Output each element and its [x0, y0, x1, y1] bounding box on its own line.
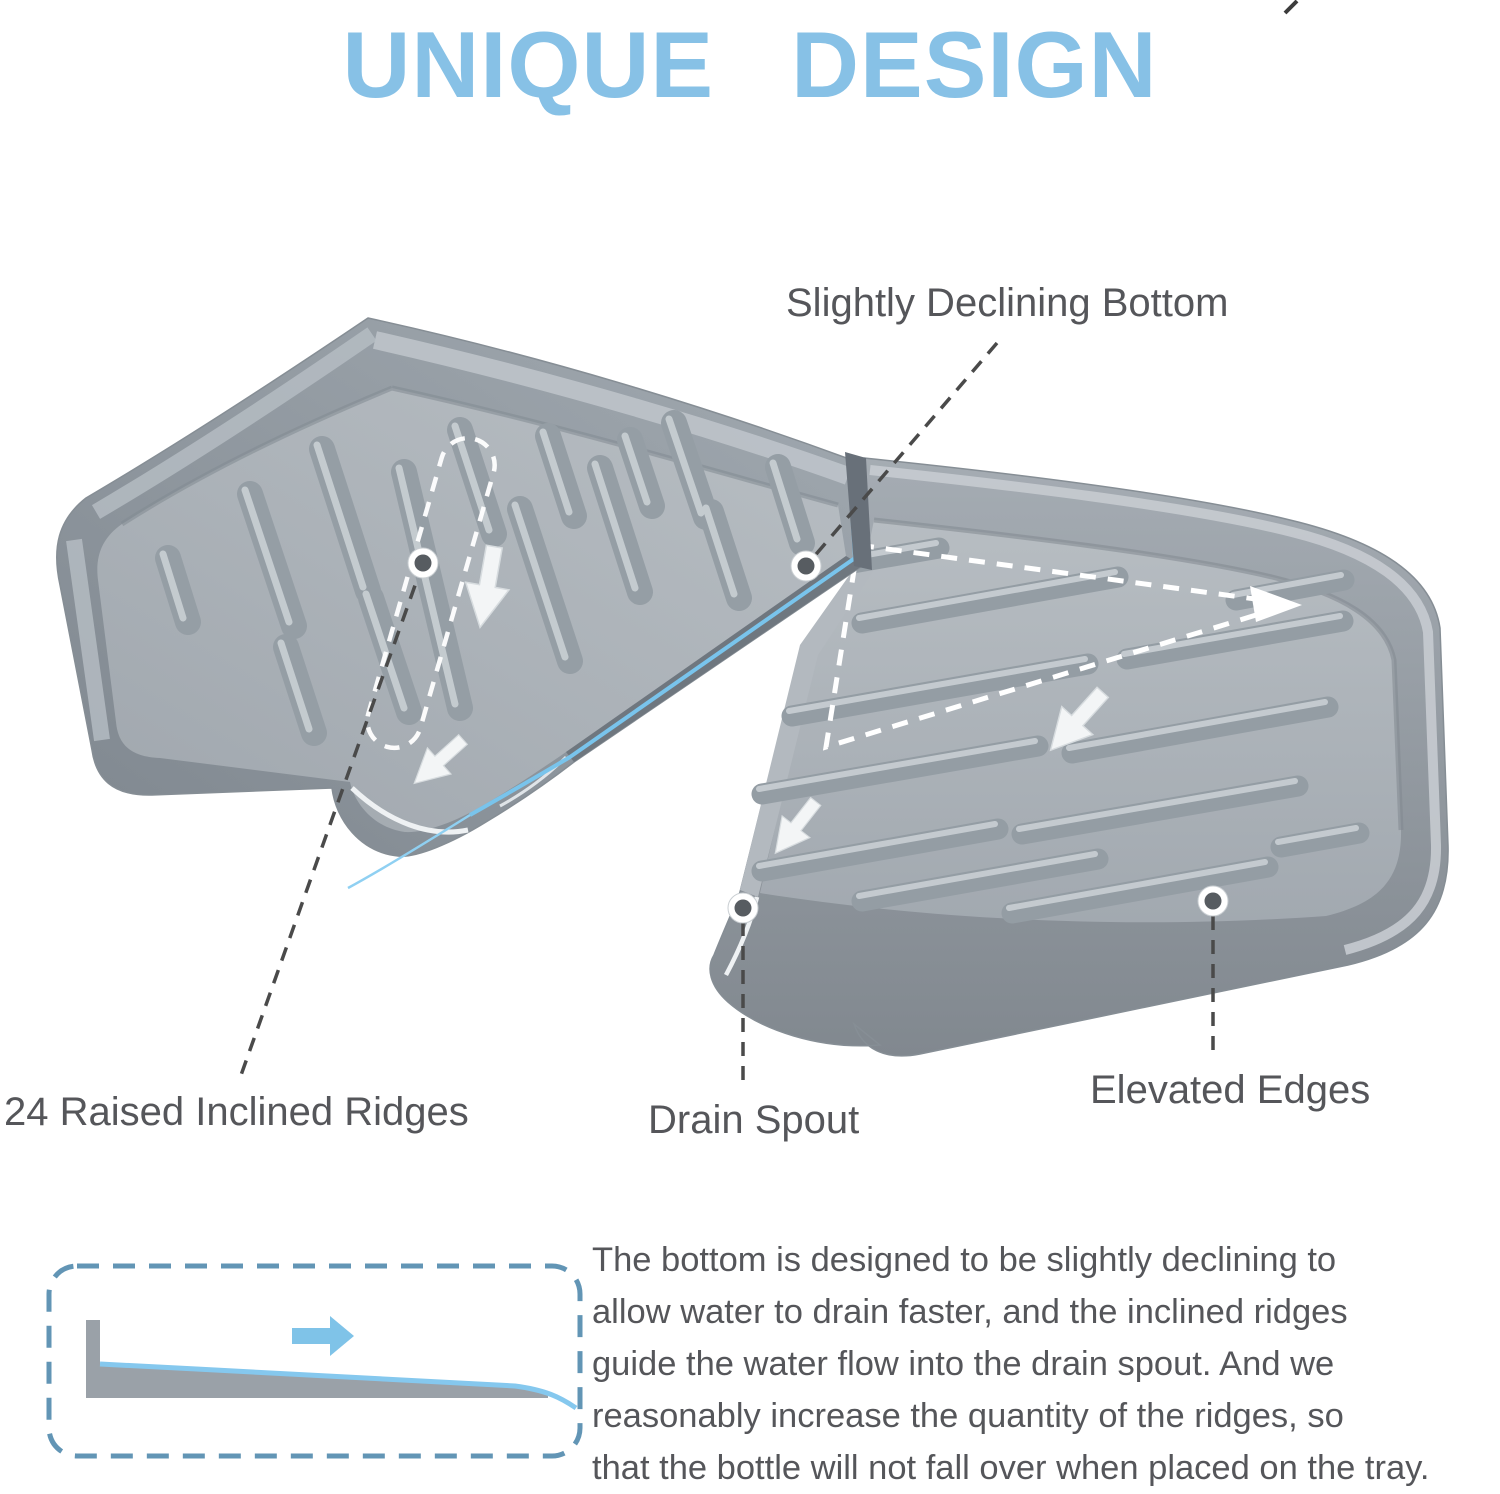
description-line: The bottom is designed to be slightly declining to: [592, 1241, 1337, 1279]
left-tray: [57, 318, 862, 888]
callout-raised-inclined-ridges: 24 Raised Inclined Ridges: [4, 1090, 469, 1134]
description-line: allow water to drain faster, and the inclined ridges: [592, 1293, 1348, 1331]
cross-section-diagram: [49, 1266, 580, 1456]
stray-dash: [1285, 1, 1297, 13]
page-title: UNIQUE DESIGN: [342, 12, 1158, 117]
callout-elevated-edges: Elevated Edges: [1090, 1068, 1371, 1112]
description-line: reasonably increase the quantity of the ridges, so: [592, 1397, 1344, 1435]
callout-slightly-declining-bottom: Slightly Declining Bottom: [786, 281, 1229, 325]
description-line: guide the water flow into the drain spout. And we: [592, 1345, 1335, 1383]
description-line: that the bottle will not fall over when placed on the tray.: [592, 1449, 1430, 1487]
description-text: [592, 1234, 1500, 1494]
marker-dot: [791, 551, 821, 581]
cross-section-dashed-border: [49, 1266, 580, 1456]
marker-dot: [408, 548, 438, 578]
marker-dot: [728, 893, 758, 923]
marker-dot: [1198, 886, 1228, 916]
flow-direction-arrow-icon: [292, 1316, 354, 1356]
callout-drain-spout: Drain Spout: [648, 1098, 860, 1142]
